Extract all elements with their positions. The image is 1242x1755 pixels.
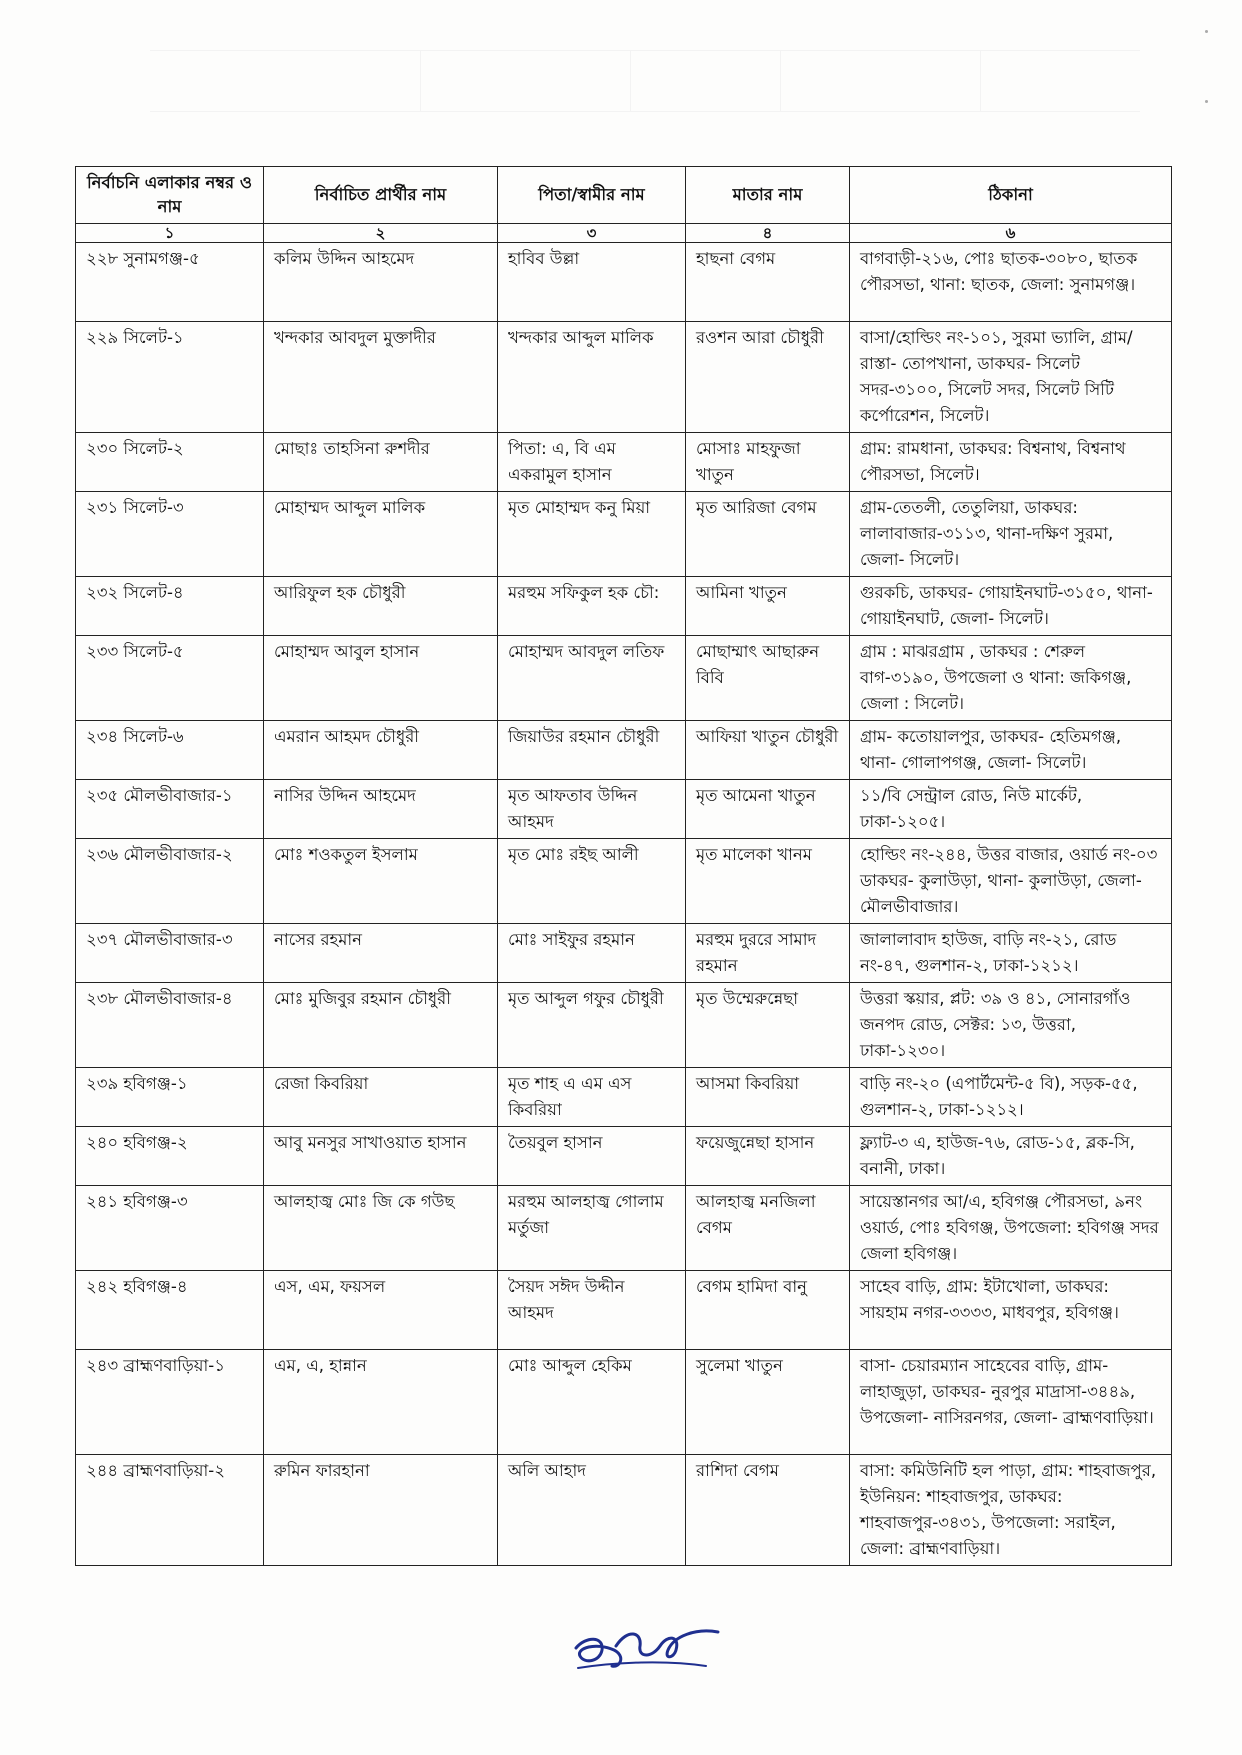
mother-name-cell: ফয়েজুন্নেছা হাসান	[686, 1127, 850, 1186]
table-row	[76, 636, 1172, 721]
table-row	[76, 1455, 1172, 1566]
candidate-name-cell: মোঃ শওকতুল ইসলাম	[264, 839, 498, 924]
elected-members-table	[75, 166, 1172, 1566]
candidate-name-cell: নাসের রহমান	[264, 924, 498, 983]
table-row	[76, 492, 1172, 577]
mother-name-cell: আলহাজ্ব মনজিলা বেগম	[686, 1186, 850, 1271]
candidate-name-cell: এস, এম, ফয়সল	[264, 1271, 498, 1350]
constituency-cell: ২৩৫ মৌলভীবাজার-১	[76, 780, 264, 839]
mother-name-cell: সুলেমা খাতুন	[686, 1350, 850, 1455]
father-name-cell: মৃত মোহাম্মদ কনু মিয়া	[498, 492, 686, 577]
father-name-cell: মৃত আফতাব উদ্দিন আহমদ	[498, 780, 686, 839]
mother-name-cell: বেগম হামিদা বানু	[686, 1271, 850, 1350]
column-number: ৩	[498, 224, 686, 243]
table-row	[76, 1068, 1172, 1127]
address-cell: বাসা/হোল্ডিং নং-১০১, সুরমা ভ্যালি, গ্রাম/রাস্তা- তোপখানা, ডাকঘর- সিলেট সদর-৩১০০, সিলেট সদর, সিলেট সিটি কর্পোরেশন, সিলেট।	[850, 322, 1172, 433]
table-row	[76, 721, 1172, 780]
column-number: ২	[264, 224, 498, 243]
constituency-cell: ২২৮ সুনামগঞ্জ-৫	[76, 243, 264, 322]
constituency-cell: ২৩৪ সিলেট-৬	[76, 721, 264, 780]
table-row	[76, 1271, 1172, 1350]
constituency-cell: ২২৯ সিলেট-১	[76, 322, 264, 433]
address-cell: বাসা: কমিউনিটি হল পাড়া, গ্রাম: শাহবাজপুর, ইউনিয়ন: শাহবাজপুর, ডাকঘর: শাহবাজপুর-৩৪৩১, উপজেলা: সরাইল, জেলা: ব্রাহ্মণবাড়িয়া।	[850, 1455, 1172, 1566]
header-row	[76, 167, 1172, 224]
father-name-cell: মৃত মোঃ রইছ আলী	[498, 839, 686, 924]
address-cell: বাগবাড়ী-২১৬, পোঃ ছাতক-৩০৮০, ছাতক পৌরসভা, থানা: ছাতক, জেলা: সুনামগঞ্জ।	[850, 243, 1172, 322]
mother-name-cell: হাছনা বেগম	[686, 243, 850, 322]
column-number: ৬	[850, 224, 1172, 243]
header-mother: মাতার নাম	[686, 167, 850, 224]
column-number-row	[76, 224, 1172, 243]
mother-name-cell: মৃত মালেকা খানম	[686, 839, 850, 924]
mother-name-cell: আমিনা খাতুন	[686, 577, 850, 636]
candidate-name-cell: কলিম উদ্দিন আহমেদ	[264, 243, 498, 322]
candidate-name-cell: আরিফুল হক চৌধুরী	[264, 577, 498, 636]
address-cell: গ্রাম- কতোয়ালপুর, ডাকঘর- হেতিমগঞ্জ, থানা- গোলাপগঞ্জ, জেলা- সিলেট।	[850, 721, 1172, 780]
address-cell: সায়েস্তানগর আ/এ, হবিগঞ্জ পৌরসভা, ৯নং ওয়ার্ড, পোঃ হবিগঞ্জ, উপজেলা: হবিগঞ্জ সদর জেলা হবিগঞ্জ।	[850, 1186, 1172, 1271]
table-row	[76, 322, 1172, 433]
constituency-cell: ২৪০ হবিগঞ্জ-২	[76, 1127, 264, 1186]
table-row	[76, 433, 1172, 492]
bleed-through-table	[150, 50, 1140, 112]
address-cell: ফ্ল্যাট-৩ এ, হাউজ-৭৬, রোড-১৫, ব্লক-সি, বনানী, ঢাকা।	[850, 1127, 1172, 1186]
candidate-name-cell: রুমিন ফারহানা	[264, 1455, 498, 1566]
table-row	[76, 924, 1172, 983]
scan-speck	[1205, 30, 1208, 33]
table-row	[76, 839, 1172, 924]
mother-name-cell: আসমা কিবরিয়া	[686, 1068, 850, 1127]
candidate-name-cell: খন্দকার আবদুল মুক্তাদীর	[264, 322, 498, 433]
constituency-cell: ২৩১ সিলেট-৩	[76, 492, 264, 577]
address-cell: গ্রাম : মাঝরগ্রাম , ডাকঘর : শেরুল বাগ-৩১৯০, উপজেলা ও থানা: জকিগঞ্জ, জেলা : সিলেট।	[850, 636, 1172, 721]
header-candidate: নির্বাচিত প্রার্থীর নাম	[264, 167, 498, 224]
father-name-cell: হাবিব উল্লা	[498, 243, 686, 322]
father-name-cell: মোঃ সাইফুর রহমান	[498, 924, 686, 983]
constituency-cell: ২৩৮ মৌলভীবাজার-৪	[76, 983, 264, 1068]
father-name-cell: অলি আহাদ	[498, 1455, 686, 1566]
address-cell: গ্রাম: রামধানা, ডাকঘর: বিশ্বনাথ, বিশ্বনাথ পৌরসভা, সিলেট।	[850, 433, 1172, 492]
constituency-cell: ২৪৩ ব্রাহ্মণবাড়িয়া-১	[76, 1350, 264, 1455]
mother-name-cell: রাশিদা বেগম	[686, 1455, 850, 1566]
father-name-cell: জিয়াউর রহমান চৌধুরী	[498, 721, 686, 780]
candidate-name-cell: মোছাঃ তাহসিনা রুশদীর	[264, 433, 498, 492]
mother-name-cell: মোসাঃ মাহফুজা খাতুন	[686, 433, 850, 492]
father-name-cell: মৃত শাহ এ এম এস কিবরিয়া	[498, 1068, 686, 1127]
candidate-name-cell: নাসির উদ্দিন আহমেদ	[264, 780, 498, 839]
mother-name-cell: মোছাম্মাৎ আছারুন বিবি	[686, 636, 850, 721]
scan-speck	[1205, 100, 1208, 103]
signature	[556, 1606, 736, 1686]
mother-name-cell: রওশন আরা চৌধুরী	[686, 322, 850, 433]
table-row	[76, 1350, 1172, 1455]
mother-name-cell: মৃত উম্মেরুন্নেছা	[686, 983, 850, 1068]
table-row	[76, 983, 1172, 1068]
table-row	[76, 1127, 1172, 1186]
father-name-cell: মোঃ আব্দুল হেকিম	[498, 1350, 686, 1455]
address-cell: হোল্ডিং নং-২৪৪, উত্তর বাজার, ওয়ার্ড নং-০৩ ডাকঘর- কুলাউড়া, থানা- কুলাউড়া, জেলা-মৌলভীবাজার।	[850, 839, 1172, 924]
address-cell: সাহেব বাড়ি, গ্রাম: ইটাখোলা, ডাকঘর: সায়হাম নগর-৩৩৩৩, মাধবপুর, হবিগঞ্জ।	[850, 1271, 1172, 1350]
constituency-cell: ২৪১ হবিগঞ্জ-৩	[76, 1186, 264, 1271]
constituency-cell: ২৩০ সিলেট-২	[76, 433, 264, 492]
constituency-cell: ২৩৯ হবিগঞ্জ-১	[76, 1068, 264, 1127]
constituency-cell: ২৩৬ মৌলভীবাজার-২	[76, 839, 264, 924]
father-name-cell: মরহুম সফিকুল হক চৌ:	[498, 577, 686, 636]
candidate-name-cell: আলহাজ্ব মোঃ জি কে গউছ	[264, 1186, 498, 1271]
father-name-cell: মোহাম্মদ আবদুল লতিফ	[498, 636, 686, 721]
address-cell: গুরকচি, ডাকঘর- গোয়াইনঘাট-৩১৫০, থানা- গোয়াইনঘাট, জেলা- সিলেট।	[850, 577, 1172, 636]
address-cell: বাড়ি নং-২০ (এপার্টমেন্ট-৫ বি), সড়ক-৫৫, গুলশান-২, ঢাকা-১২১২।	[850, 1068, 1172, 1127]
address-cell: বাসা- চেয়ারম্যান সাহেবের বাড়ি, গ্রাম- লাহাজুড়া, ডাকঘর- নুরপুর মাদ্রাসা-৩৪৪৯, উপজেলা- নাসিরনগর, জেলা- ব্রাহ্মণবাড়িয়া।	[850, 1350, 1172, 1455]
address-cell: উত্তরা স্কয়ার, প্লট: ৩৯ ও ৪১, সোনারগাঁও জনপদ রোড, সেক্টর: ১৩, উত্তরা, ঢাকা-১২৩০।	[850, 983, 1172, 1068]
constituency-cell: ২৪২ হবিগঞ্জ-৪	[76, 1271, 264, 1350]
candidate-name-cell: এমরান আহমদ চৌধুরী	[264, 721, 498, 780]
mother-name-cell: মরহুম দুররে সামাদ রহমান	[686, 924, 850, 983]
header-address: ঠিকানা	[850, 167, 1172, 224]
header-area: নির্বাচনি এলাকার নম্বর ও নাম	[76, 167, 264, 224]
father-name-cell: খন্দকার আব্দুল মালিক	[498, 322, 686, 433]
address-cell: জালালাবাদ হাউজ, বাড়ি নং-২১, রোড নং-৪৭, গুলশান-২, ঢাকা-১২১২।	[850, 924, 1172, 983]
column-number: ৪	[686, 224, 850, 243]
address-cell: গ্রাম-তেতলী, তেতুলিয়া, ডাকঘর: লালাবাজার-৩১১৩, থানা-দক্ষিণ সুরমা, জেলা- সিলেট।	[850, 492, 1172, 577]
mother-name-cell: আফিয়া খাতুন চৌধুরী	[686, 721, 850, 780]
candidate-name-cell: এম, এ, হান্নান	[264, 1350, 498, 1455]
column-number: ১	[76, 224, 264, 243]
mother-name-cell: মৃত আমেনা খাতুন	[686, 780, 850, 839]
father-name-cell: মৃত আব্দুল গফুর চৌধুরী	[498, 983, 686, 1068]
father-name-cell: মরহুম আলহাজ্ব গোলাম মর্তুজা	[498, 1186, 686, 1271]
father-name-cell: তৈয়বুল হাসান	[498, 1127, 686, 1186]
mother-name-cell: মৃত আরিজা বেগম	[686, 492, 850, 577]
candidate-name-cell: রেজা কিবরিয়া	[264, 1068, 498, 1127]
address-cell: ১১/বি সেন্ট্রাল রোড, নিউ মার্কেট, ঢাকা-১২০৫।	[850, 780, 1172, 839]
table-row	[76, 577, 1172, 636]
constituency-cell: ২৩৭ মৌলভীবাজার-৩	[76, 924, 264, 983]
father-name-cell: সৈয়দ সঈদ উদ্দীন আহমদ	[498, 1271, 686, 1350]
table-row	[76, 780, 1172, 839]
father-name-cell: পিতা: এ, বি এম একরামুল হাসান	[498, 433, 686, 492]
constituency-cell: ২৩২ সিলেট-৪	[76, 577, 264, 636]
table-row	[76, 243, 1172, 322]
candidate-name-cell: মোঃ মুজিবুর রহমান চৌধুরী	[264, 983, 498, 1068]
constituency-cell: ২৪৪ ব্রাহ্মণবাড়িয়া-২	[76, 1455, 264, 1566]
table-row	[76, 1186, 1172, 1271]
candidate-name-cell: আবু মনসুর সাখাওয়াত হাসান	[264, 1127, 498, 1186]
table-body	[76, 243, 1172, 1566]
header-father: পিতা/স্বামীর নাম	[498, 167, 686, 224]
constituency-cell: ২৩৩ সিলেট-৫	[76, 636, 264, 721]
candidate-name-cell: মোহাম্মদ আবুল হাসান	[264, 636, 498, 721]
candidate-name-cell: মোহাম্মদ আব্দুল মালিক	[264, 492, 498, 577]
